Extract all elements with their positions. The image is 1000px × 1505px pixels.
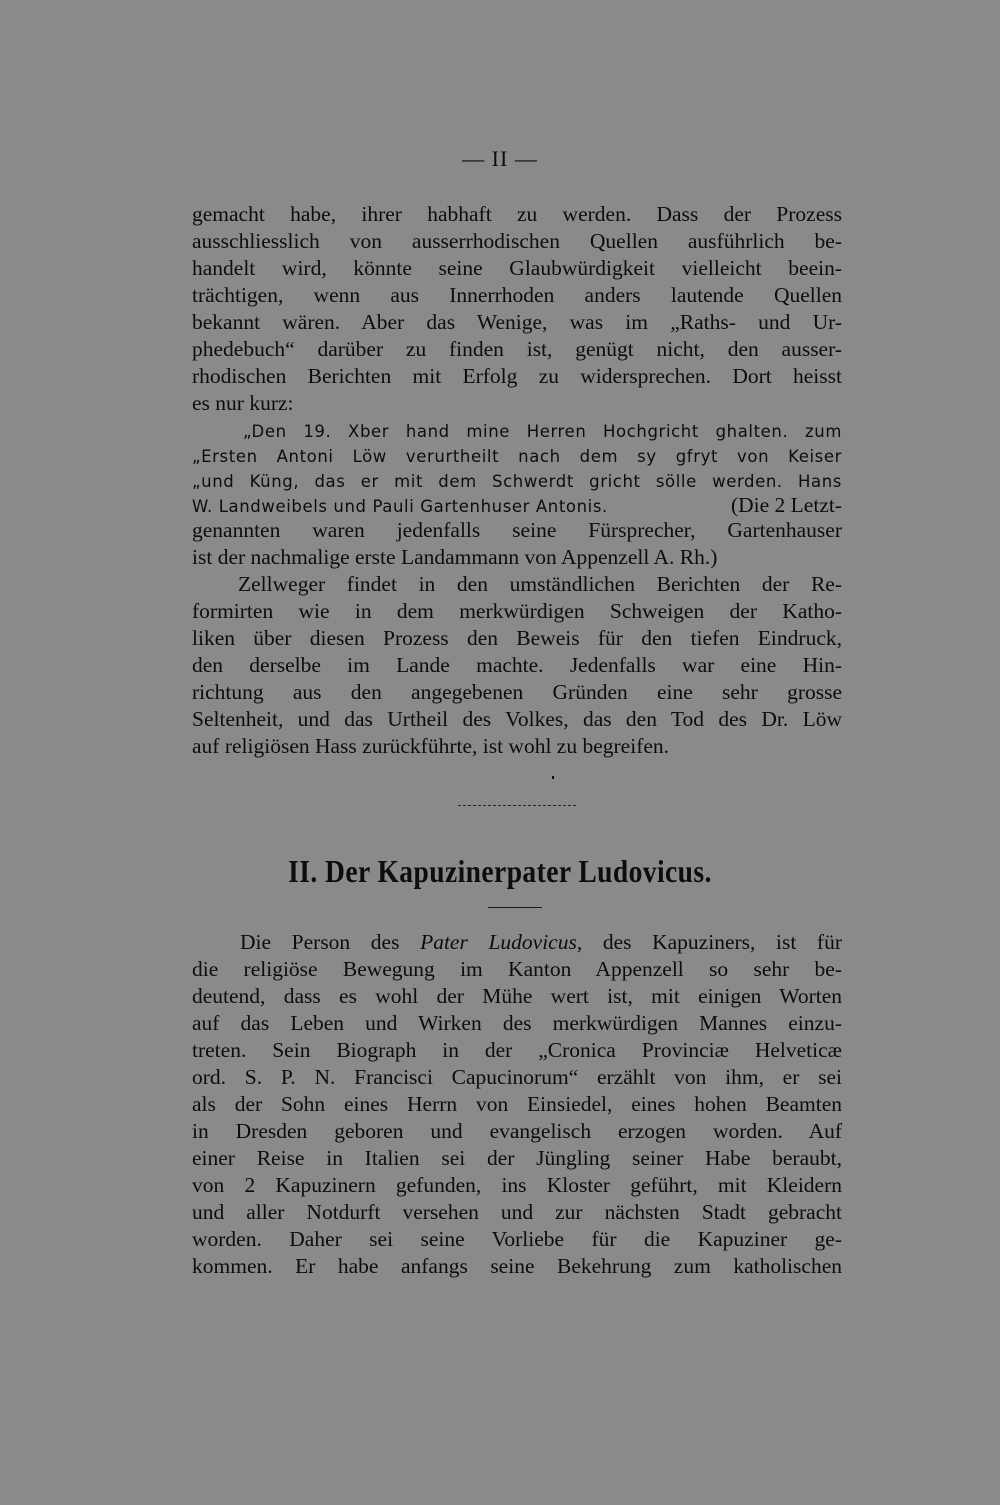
paragraph-4-text: des Kapuziners, ist für (582, 930, 842, 954)
paragraph-1-line: ausschliesslich von ausserrhodischen Quellen ausführlich be- (192, 229, 842, 253)
paragraph-4-line: in Dresden geboren und evangelisch erzogen worden. Auf (192, 1119, 842, 1143)
paragraph-1-line: phedebuch“ darüber zu finden ist, genügt nicht, den ausser- (192, 337, 842, 361)
paragraph-3-line: den derselbe im Lande machte. Jedenfalls war eine Hin- (192, 653, 842, 677)
paragraph-3-line: liken über diesen Prozess den Beweis für den tiefen Eindruck, (192, 626, 842, 650)
page-number: — II — (462, 146, 538, 171)
paragraph-1-line: bekannt wären. Aber das Wenige, was im „Raths- und Ur- (192, 310, 842, 334)
quote-line: „Ersten Antoni Löw verurtheilt nach dem sy gfryt von Keiser (192, 447, 842, 466)
paragraph-3-line: Zellweger findet in den umständlichen Berichten der Re- (238, 572, 842, 596)
paragraph-4-line: die religiöse Bewegung im Kanton Appenzell so sehr be- (192, 957, 842, 981)
paragraph-4-line: worden. Daher sei seine Vorliebe für die Kapuziner ge- (192, 1227, 842, 1251)
paragraph-4-first-line (240, 929, 842, 956)
paragraph-1-line: trächtigen, wenn aus Innerrhoden anders lautende Quellen (192, 283, 842, 307)
paragraph-2-line: ist der nachmalige erste Landammann von Appenzell A. Rh.) (192, 545, 718, 569)
paragraph-4-line: auf das Leben und Wirken des merkwürdigen Mannes einzu- (192, 1011, 842, 1035)
stray-dot (552, 776, 554, 779)
quote-line: W. Landweibels und Pauli Gartenhuser Antonis. (192, 497, 608, 516)
quote-line: „und Küng, das er mit dem Schwerdt gricht sölle werden. Hans (192, 472, 842, 491)
paragraph-3-line: auf religiösen Hass zurückführte, ist wohl zu begreifen. (192, 734, 670, 758)
paragraph-2-line: genannten waren jedenfalls seine Fürsprecher, Gartenhauser (192, 518, 842, 542)
paragraph-4-line: treten. Sein Biograph in der „Cronica Provinciæ Helveticæ (192, 1038, 842, 1062)
paragraph-4-line: als der Sohn eines Herrn von Einsiedel, eines hohen Beamten (192, 1092, 842, 1116)
quote-note-tail: (Die 2 Letzt- (730, 493, 842, 517)
paragraph-3-line: Seltenheit, und das Urtheil des Volkes, das den Tod des Dr. Löw (192, 707, 842, 731)
paragraph-4-line: kommen. Er habe anfangs seine Bekehrung zum katholischen (192, 1254, 842, 1278)
section-title: II. Der Kapuzinerpater Ludovicus. (288, 853, 712, 889)
paragraph-3-line: formirten wie in dem merkwürdigen Schweigen der Katho- (192, 599, 842, 623)
paragraph-4-italic-name: Pater Ludovicus, (420, 930, 583, 954)
paragraph-4-line: ord. S. P. N. Francisci Capucinorum“ erzählt von ihm, er sei (192, 1065, 842, 1089)
section-separator (458, 805, 576, 806)
paragraph-1-line: rhodischen Berichten mit Erfolg zu widersprechen. Dort heisst (192, 364, 842, 388)
paragraph-4-line: von 2 Kapuzinern gefunden, ins Kloster geführt, mit Kleidern (192, 1173, 842, 1197)
paragraph-4-line: deutend, dass es wohl der Mühe wert ist, mit einigen Worten (192, 984, 842, 1008)
paragraph-1-line: es nur kurz: (192, 391, 294, 415)
paragraph-4-line: und aller Notdurft versehen und zur nächsten Stadt gebracht (192, 1200, 842, 1224)
paragraph-1-line: handelt wird, könnte seine Glaubwürdigkeit vielleicht beein- (192, 256, 842, 280)
paragraph-3-line: richtung aus den angegebenen Gründen eine sehr grosse (192, 680, 842, 704)
title-rule (488, 907, 542, 908)
paragraph-4-line: einer Reise in Italien sei der Jüngling seiner Habe beraubt, (192, 1146, 842, 1170)
paragraph-1-line: gemacht habe, ihrer habhaft zu werden. Dass der Prozess (192, 202, 842, 226)
quote-line: „Den 19. Xber hand mine Herren Hochgricht ghalten. zum (243, 422, 842, 441)
paragraph-4-text: Die Person des (240, 930, 421, 954)
